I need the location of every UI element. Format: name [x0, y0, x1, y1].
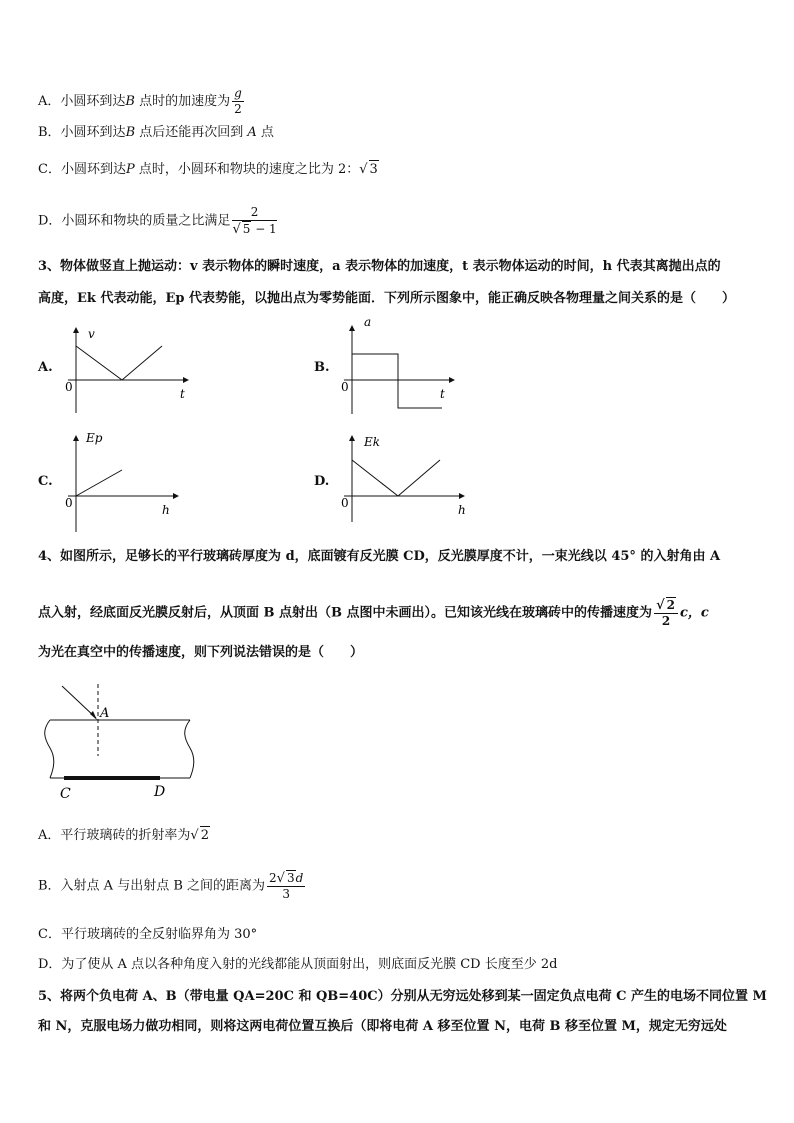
- q4-option-b: B．入射点 A 与出射点 B 之间的距离为 $\frac{2√ 3d}{3}$: [38, 871, 304, 901]
- point-a-label: A: [100, 706, 110, 721]
- q3-stem-line1: 3、物体做竖直上抛运动：v 表示物体的瞬时速度，a 表示物体的加速度，t 表示物体运动的时间，h 代表其离抛出点的: [38, 259, 721, 274]
- q4-option-c: C．平行玻璃砖的全反射临界角为 30°: [38, 927, 258, 942]
- v-t-curve: [76, 346, 162, 380]
- y-axis-label: a: [364, 315, 372, 329]
- graph-c-ep-h: [58, 426, 188, 534]
- x-axis-label: t: [440, 387, 445, 401]
- q4-stem-line1: 4、如图所示，足够长的平行玻璃砖厚度为 d，底面镀有反光膜 CD，反光膜厚度不计，一束光线以 45° 的入射角由 A: [38, 549, 721, 564]
- origin-label: 0: [341, 496, 349, 510]
- y-axis-label: Ep: [86, 431, 103, 445]
- x-axis-label: t: [180, 387, 185, 401]
- q5-stem-line2: 和 N，克服电场力做功相同，则将这两电荷位置互换后（即将电荷 A 移至位置 N，电荷 B 移至位置 M，规定无穷远处: [38, 1019, 727, 1034]
- y-axis-label: v: [88, 327, 95, 341]
- origin-label: 0: [341, 380, 349, 394]
- graph-d-ek-h: [334, 426, 474, 526]
- graph-b-label: B.: [314, 360, 330, 375]
- q4-stem-line3: 为光在真空中的传播速度，则下列说法错误的是（ ）: [38, 645, 364, 660]
- y-axis-label: Ek: [364, 435, 381, 449]
- fraction-mass-ratio: $\frac{2}{√ 5 - 1}$: [232, 205, 277, 237]
- a-t-curve: [352, 354, 442, 408]
- q2-option-c: C．小圆环到达P 点时，小圆环和物块的速度之比为 2：√ 3: [38, 162, 378, 177]
- graph-b-a-t: [334, 312, 464, 418]
- fraction-root2-over-2: $\frac{√ 2}{2}$: [654, 597, 678, 629]
- graph-d-label: D.: [314, 474, 330, 489]
- q4-option-a: A．平行玻璃砖的折射率为√ 2: [38, 828, 209, 843]
- q2-option-a: A．小圆环到达B 点时的加速度为 $\frac{g}{2}$: [38, 86, 242, 116]
- x-axis-label: h: [162, 503, 170, 517]
- ep-h-curve: [76, 470, 122, 496]
- q5-stem-line1: 5、将两个负电荷 A、B（带电量 QA=20C 和 QB=40C）分别从无穷远处移到某一固定负点电荷 C 产生的电场不同位置 M: [38, 989, 767, 1004]
- x-axis-label: h: [458, 503, 466, 517]
- graph-a-label: A.: [38, 360, 53, 375]
- point-d-label: D: [154, 784, 166, 800]
- ek-h-curve: [352, 460, 440, 496]
- q4-option-d: D．为了使从 A 点以各种角度入射的光线都能从顶面射出，则底面反光膜 CD 长度至少 2d: [38, 957, 558, 972]
- fraction-2root3d-over-3: $\frac{2√ 3d}{3}$: [269, 871, 304, 901]
- glass-slab-figure: [40, 680, 210, 805]
- graph-c-label: C.: [38, 474, 53, 489]
- origin-label: 0: [65, 380, 73, 394]
- q2-option-d: D．小圆环和物块的质量之比满足 $\frac{2}{√ 5 - 1}$: [38, 205, 277, 237]
- slab-left-break: [45, 720, 54, 778]
- graph-a-v-t: [58, 318, 198, 418]
- fraction-g-over-2: $\frac{g}{2}$: [234, 86, 242, 116]
- point-c-label: C: [60, 786, 71, 802]
- q4-stem-line2: 点入射，经底面反光膜反射后，从顶面 B 点射出（B 点图中未画出）。已知该光线在玻璃砖中的传播速度为 $\frac{√ 2}{2}$ c，c: [38, 598, 709, 628]
- origin-label: 0: [65, 496, 73, 510]
- slab-right-break: [185, 720, 194, 778]
- q3-stem-line2: 高度，Ek 代表动能，Ep 代表势能，以抛出点为零势能面．下列所示图象中，能正确反映各物理量之间关系的是（ ）: [38, 291, 735, 306]
- q2-option-b: B．小圆环到达B 点后还能再次回到 A 点: [38, 125, 274, 140]
